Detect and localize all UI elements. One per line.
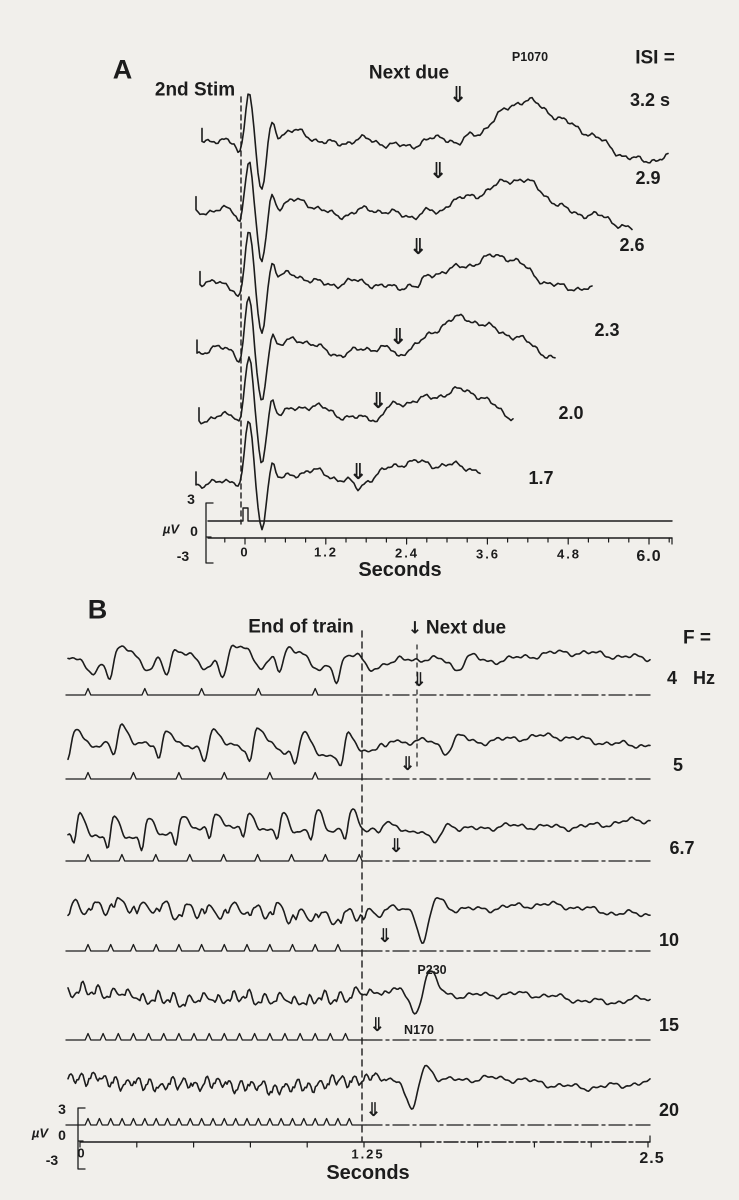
a-axis-label: Seconds bbox=[358, 559, 442, 581]
a-stim-channel-line bbox=[208, 508, 672, 521]
freq-value-3: 10 bbox=[658, 930, 680, 950]
next-due-arrow-icon-a-5: ⇓ bbox=[349, 460, 368, 485]
next-due-pointer-icon: ↓ bbox=[407, 618, 423, 639]
next-due-arrow-icon-b-5: ⇓ bbox=[365, 1099, 382, 1121]
b-train-line-5 bbox=[66, 1119, 366, 1126]
next-due-arrow-icon-b-1: ⇓ bbox=[399, 753, 416, 775]
trace-a-5 bbox=[196, 422, 480, 530]
freq-value-0: 4 bbox=[666, 668, 678, 688]
p1070-peak-label: P1070 bbox=[511, 49, 549, 64]
panel-a-label: A bbox=[112, 54, 134, 85]
trace-b-0 bbox=[68, 645, 650, 683]
trace-b-2 bbox=[68, 809, 650, 851]
isi-value-4: 2.0 bbox=[558, 403, 584, 423]
trace-a-3 bbox=[197, 297, 555, 400]
b-scale-bottom: -3 bbox=[45, 1152, 59, 1168]
end-of-train-label: End of train bbox=[248, 616, 354, 638]
a-scale-top: 3 bbox=[187, 491, 195, 507]
freq-value-5: 20 bbox=[658, 1100, 680, 1120]
trace-b-5 bbox=[68, 1066, 650, 1110]
a-axis-tick-3: 3.6 bbox=[475, 546, 501, 562]
b-train-line-2 bbox=[66, 855, 366, 862]
trace-a-4 bbox=[199, 357, 513, 463]
a-scale-unit: µV bbox=[162, 521, 180, 537]
b-scale-unit: µV bbox=[31, 1125, 49, 1141]
next-due-arrow-icon-b-0: ⇓ bbox=[410, 669, 427, 691]
next-due-arrow-icon-b-3: ⇓ bbox=[376, 925, 393, 947]
freq-value-1: 5 bbox=[672, 755, 684, 775]
a-scale-bracket bbox=[206, 503, 213, 563]
n170-peak-label: N170 bbox=[404, 1022, 434, 1037]
trace-b-1 bbox=[68, 724, 650, 766]
next-due-arrow-icon-a-1: ⇓ bbox=[428, 159, 448, 184]
b-train-line-4 bbox=[66, 1034, 366, 1041]
freq-value-4: 15 bbox=[658, 1015, 680, 1035]
isi-value-3: 2.3 bbox=[594, 320, 620, 340]
a-axis-end-tick: 6.0 bbox=[636, 548, 662, 565]
isi-value-1: 2.9 bbox=[635, 168, 661, 188]
trace-b-4 bbox=[68, 971, 650, 1014]
next-due-arrow-icon-a-0: ⇓ bbox=[448, 83, 468, 108]
b-scale-top: 3 bbox=[58, 1101, 66, 1117]
a-axis-tick-1: 1.2 bbox=[313, 544, 339, 560]
b-axis-tick-1: 1.25 bbox=[351, 1146, 385, 1162]
b-train-line-0 bbox=[66, 689, 366, 696]
a-scale-zero: 0 bbox=[190, 523, 198, 539]
a-axis-tick-0: 0 bbox=[240, 544, 250, 560]
isi-value-5: 1.7 bbox=[528, 468, 554, 488]
b-train-line-3 bbox=[66, 945, 366, 952]
next-due-label-a: Next due bbox=[368, 62, 450, 84]
freq-value-2: 6.7 bbox=[669, 838, 695, 858]
freq-header: F = bbox=[683, 627, 711, 649]
next-due-arrow-icon-a-2: ⇓ bbox=[408, 235, 428, 260]
b-axis-label: Seconds bbox=[326, 1162, 410, 1184]
next-due-arrow-icon-a-4: ⇓ bbox=[368, 389, 388, 414]
a-scale-bottom: -3 bbox=[176, 548, 190, 564]
next-due-arrow-icon-b-2: ⇓ bbox=[387, 835, 404, 857]
p230-peak-label: P230 bbox=[417, 962, 447, 977]
freq-unit: Hz bbox=[693, 668, 715, 688]
isi-value-0: 3.2 s bbox=[629, 90, 671, 110]
next-due-arrow-icon-b-4: ⇓ bbox=[369, 1014, 386, 1036]
b-axis-end-tick: 2.5 bbox=[639, 1150, 665, 1167]
next-due-arrow-icon-a-3: ⇓ bbox=[388, 325, 408, 350]
b-train-line-1 bbox=[66, 773, 366, 780]
b-scale-zero: 0 bbox=[58, 1127, 66, 1143]
a-axis-tick-2: 2.4 bbox=[394, 545, 420, 561]
next-due-label-b: Next due bbox=[425, 617, 507, 639]
panel-b-label: B bbox=[87, 594, 109, 625]
b-axis-tick-0: 0 bbox=[77, 1145, 87, 1161]
a-axis-tick-4: 4.8 bbox=[556, 546, 582, 562]
a-axis-ticks bbox=[225, 538, 672, 544]
second-stim-label: 2nd Stim bbox=[154, 79, 236, 101]
trace-b-3 bbox=[68, 898, 650, 947]
isi-value-2: 2.6 bbox=[619, 235, 645, 255]
isi-header: ISI = bbox=[635, 47, 675, 69]
